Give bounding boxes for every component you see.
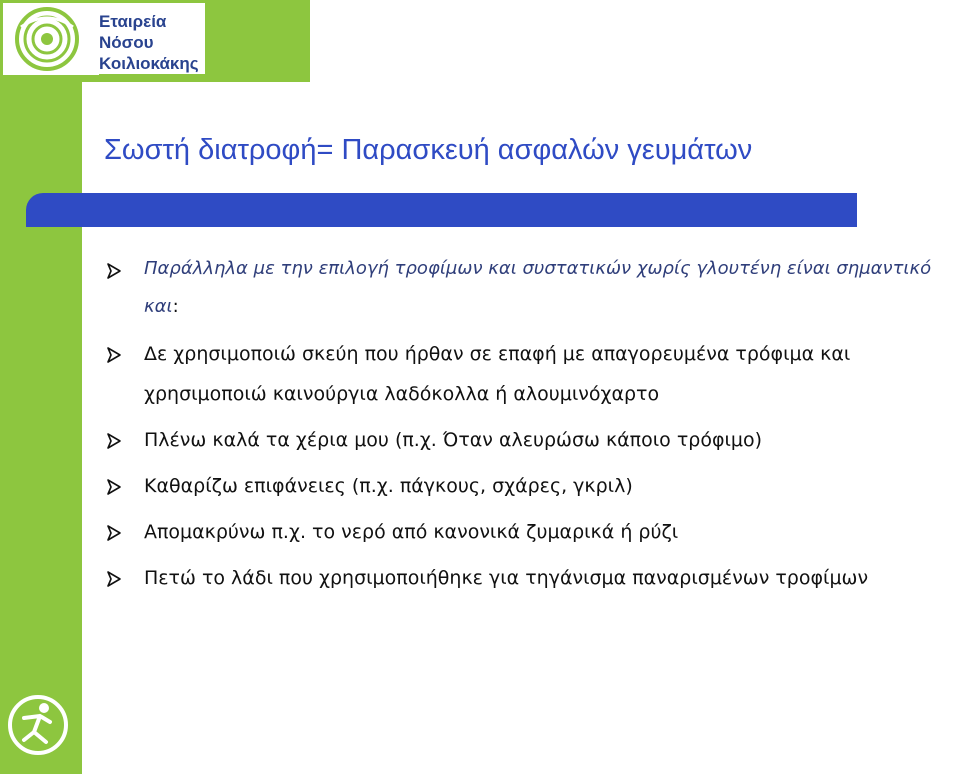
- arrow-bullet-icon: [106, 346, 124, 364]
- arrow-bullet-icon: [106, 432, 124, 450]
- bullet-text: Δε χρησιμοποιώ σκεύη που ήρθαν σε επαφή με απαγορευμένα τρόφιμα και χρησιμοποιώ καινούργια λαδόκολλα ή αλουμινόχαρτο: [144, 343, 851, 405]
- logo-text: [99, 11, 199, 74]
- arrow-bullet-icon: [106, 570, 124, 588]
- arrow-bullet-icon: [106, 524, 124, 542]
- arrow-bullet-icon: [106, 262, 124, 280]
- logo-line-1: Εταιρεία: [99, 12, 167, 31]
- logo-underline: [99, 74, 205, 77]
- bullet-item: [104, 334, 934, 414]
- slide-title: Σωστή διατροφή= Παρασκευή ασφαλών γευμάτων: [104, 134, 753, 166]
- bullet-suffix: :: [172, 296, 179, 317]
- logo-line-2: Νόσου: [99, 33, 154, 52]
- bullet-item: [104, 512, 934, 552]
- bullet-item: [104, 558, 934, 598]
- organization-logo: [3, 3, 205, 75]
- bullet-text: Πετώ το λάδι που χρησιμοποιήθηκε για τηγάνισμα παναρισμένων τροφίμων: [144, 567, 869, 589]
- left-green-bar: [0, 0, 82, 774]
- circles-logo-icon: [7, 5, 95, 73]
- title-divider-band: [26, 193, 857, 227]
- bullet-text: Καθαρίζω επιφάνειες (π.χ. πάγκους, σχάρες, γκριλ): [144, 475, 633, 497]
- logo-line-3: Κοιλιοκάκης: [99, 54, 199, 73]
- bullet-item: [104, 466, 934, 506]
- bullet-item: [104, 250, 934, 326]
- bullet-text: Παράλληλα με την επιλογή τροφίμων και συστατικών χωρίς γλουτένη είναι σημαντικό και: [144, 258, 932, 317]
- arrow-bullet-icon: [106, 478, 124, 496]
- bullet-text: Πλένω καλά τα χέρια μου (π.χ. Όταν αλευρώσω κάποιο τρόφιμο): [144, 429, 763, 451]
- bullet-text: Απομακρύνω π.χ. το νερό από κανονικά ζυμαρικά ή ρύζι: [144, 521, 679, 543]
- bullet-list: [104, 250, 934, 604]
- bullet-item: [104, 420, 934, 460]
- sports-figure-icon: [6, 692, 70, 758]
